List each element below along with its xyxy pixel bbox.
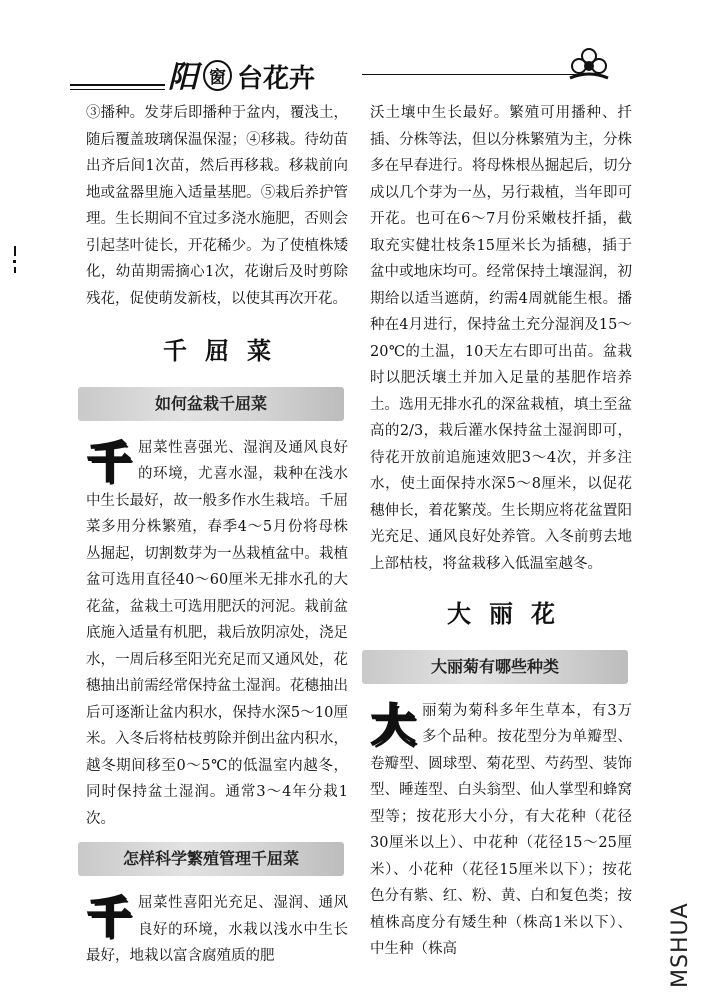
left-paragraph-2-text: 屈菜性喜强光、湿润及通风良好的环境，尤喜水湿，栽种在浅水中生长最好，故一般多作水生栽培。千屈菜多用分株繁殖，春季4～5月份将母株丛掘起，切割数芽为一丛栽植盆中。栽植盆可选用直径40～60厘米无排水孔的大花盆，盆栽土可选用肥沃的河泥。栽前盆底施入适量有机肥，栽后放阴凉处，浇足水，一周后移至阳光充足而又通风处，花穗抽出前需经常保持盆土湿润。花穗抽出后可逐渐让盆内积水，保持水深5～10厘米。入冬后将枯枝剪除并倒出盆内积水，越冬期间移至0～5℃的低温室内越冬，同时保持盆土湿润。通常3～4年分栽1次。	[86, 439, 348, 827]
margin-mark	[12, 246, 18, 274]
drop-cap: 千	[87, 436, 131, 488]
section-title-qianqucai: 千屈菜	[163, 337, 289, 365]
left-paragraph-1: ③播种。发芽后即播种于盆内，覆浅土，随后覆盖玻璃保温保湿；④移栽。待幼苗出齐后间1次苗，然后再移栽。移栽前向地或盆器里施入适量基肥。⑤栽后养护管理。生长期间不宜过多浇水施肥，否则会引起茎叶徒长，开花稀少。为了使植株矮化，幼苗期需摘心1次，花谢后及时剪除残花，促使萌发新枝，以使其再次开花。	[86, 105, 348, 307]
right-paragraph-1: 沃土壤中生长最好。繁殖可用播种、扦插、分株等法，但以分株繁殖为主，分株多在早春进行。将母株根丛掘起后，切分成以几个芽为一丛，另行栽植，当年即可开花。也可在6～7月份采嫩枝扦插，截取充实健壮枝条15厘米长为插穗，插于盆中或地床均可。经常保持土壤湿润，初期给以适当遮荫，约需4周就能生根。播种在4月进行，保持盆土充分湿润及15～20℃的土温，10天左右即可出苗。盆栽时以肥沃壤土并加入足量的基肥作培养土。选用无排水孔的深盆栽植，填土至盆高的2/3，栽后灌水保持盆土湿润即可，待花开放前追施速效肥3～4次，并多注水，使土面保持水深5～8厘米，以促花穗伸长，着花繁茂。生长期应将花盆置阳光充足、通风良好处养管。入冬前剪去地上部枯枝，将盆栽移入低温室越冬。	[370, 105, 632, 572]
left-paragraph-3-text: 屈菜性喜阳光充足、湿润、通风良好的环境，水栽以浅水中生长最好，地栽以富含腐殖质的肥	[86, 895, 348, 964]
left-paragraph-2	[86, 435, 348, 833]
header-rule-right	[362, 74, 584, 75]
drop-cap: 千	[87, 892, 131, 943]
subsection-banner-dahlia-types: 大丽菊有哪些种类	[362, 650, 628, 684]
left-paragraph-3	[86, 890, 348, 970]
right-paragraph-2-text: 丽菊为菊科多年生草本，有3万多个品种。按花型分为单瓣型、卷瓣型、圆球型、菊花型、芍药型、装饰型、睡莲型、白头翁型、仙人掌型和蜂窝型等；按花形大小分，有大花种（花径30厘米以上）、中花种（花径15～25厘米）、小花种（花径15厘米以下）；按花色分有紫、红、粉、黄、白和复色类；按植株高度分有矮生种（株高1米以下）、中生种（株高	[370, 702, 632, 957]
header-title-rest: 台花卉	[237, 64, 316, 94]
drop-cap: 大	[371, 699, 415, 751]
running-header	[168, 52, 316, 95]
subsection-banner-potting: 如何盆栽千屈菜	[78, 387, 344, 421]
left-column	[86, 100, 348, 970]
flower-ornament-icon	[566, 44, 612, 84]
header-title-char2: 窗	[203, 60, 232, 91]
watermark: MSHUA	[668, 902, 693, 988]
subsection-banner-propagation: 怎样科学繁殖管理千屈菜	[78, 842, 344, 876]
right-paragraph-2	[370, 698, 632, 963]
header-title-char1: 阳	[168, 60, 198, 95]
header-rule-bottom	[70, 89, 165, 90]
right-column	[370, 100, 632, 963]
header-rule-top	[70, 84, 165, 86]
section-title-dahlia: 大丽花	[447, 600, 573, 628]
